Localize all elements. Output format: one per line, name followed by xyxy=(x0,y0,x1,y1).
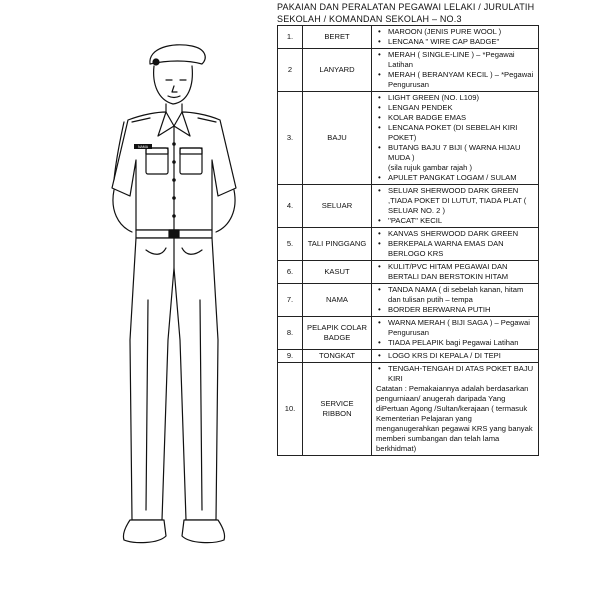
beret-drawing xyxy=(150,45,205,65)
belt-drawing xyxy=(136,230,212,238)
row-description xyxy=(372,317,539,350)
table-row xyxy=(278,284,539,317)
table-row xyxy=(278,363,539,456)
row-number: 6. xyxy=(278,261,303,284)
table-row xyxy=(278,185,539,228)
row-note: (sila rujuk gambar rajah ) xyxy=(388,163,472,172)
row-number: 7. xyxy=(278,284,303,317)
bullet-item: • MERAH ( SINGLE-LINE ) – *Pegawai Latihan xyxy=(388,50,536,70)
bullet-list xyxy=(374,93,536,163)
row-number: 5. xyxy=(278,228,303,261)
name-tag-drawing xyxy=(134,144,152,149)
row-number: 2 xyxy=(278,49,303,92)
row-number: 1. xyxy=(278,26,303,49)
bullet-item: • LOGO KRS DI KEPALA / DI TEPI xyxy=(388,351,536,361)
trousers-drawing xyxy=(130,238,218,520)
bullet-item: • LENCANA POKET (DI SEBELAH KIRI POKET) xyxy=(388,123,536,143)
row-item: SELUAR xyxy=(303,185,372,228)
table-row xyxy=(278,261,539,284)
table-row xyxy=(278,228,539,261)
bullet-item: • KANVAS SHERWOOD DARK GREEN xyxy=(388,229,536,239)
table-row xyxy=(278,49,539,92)
row-description xyxy=(372,284,539,317)
table-row xyxy=(278,26,539,49)
row-number: 4. xyxy=(278,185,303,228)
row-number: 8. xyxy=(278,317,303,350)
row-description xyxy=(372,26,539,49)
document-title: PAKAIAN DAN PERALATAN PEGAWAI LELAKI / JURULATIH SEKOLAH / KOMANDAN SEKOLAH – NO.3 xyxy=(277,2,535,24)
bullet-list xyxy=(374,186,536,226)
row-item: BAJU xyxy=(303,92,372,185)
bullet-list xyxy=(374,364,536,384)
row-item: PELAPIK COLAR BADGE xyxy=(303,317,372,350)
bullet-item: • BORDER BERWARNA PUTIH xyxy=(388,305,536,315)
head-drawing xyxy=(154,66,193,114)
bullet-item: • MERAH ( BERANYAM KECIL ) – *Pegawai Pengurusan xyxy=(388,70,536,90)
row-item: LANYARD xyxy=(303,49,372,92)
bullet-list xyxy=(374,318,536,348)
row-item: SERVICE RIBBON xyxy=(303,363,372,456)
bullet-item: • TENGAH-TENGAH DI ATAS POKET BAJU KIRI xyxy=(388,364,536,384)
bullet-item: • TANDA NAMA ( di sebelah kanan, hitam dan tulisan putih – tempa xyxy=(388,285,536,305)
bullet-item: • LENGAN PENDEK xyxy=(388,103,536,113)
bullet-list xyxy=(374,50,536,90)
bullet-item: • APULET PANGKAT LOGAM / SULAM xyxy=(388,173,536,183)
uniform-figure-illustration xyxy=(88,40,268,595)
name-tag-text: NAMA xyxy=(137,145,149,149)
bullet-item: • KULIT/PVC HITAM PEGAWAI DAN BERTALI DAN BERSTOKIN HITAM xyxy=(388,262,536,282)
row-description xyxy=(372,350,539,363)
uniform-spec-table xyxy=(277,25,539,456)
row-number: 3. xyxy=(278,92,303,185)
bullet-item: • SELUAR SHERWOOD DARK GREEN ,TIADA POKET DI LUTUT, TIADA PLAT ( SELUAR NO. 2 ) xyxy=(388,186,536,216)
bullet-item: • BERKEPALA WARNA EMAS DAN BERLOGO KRS xyxy=(388,239,536,259)
row-description xyxy=(372,261,539,284)
bullet-item: • ''PACAT'' KECIL xyxy=(388,216,536,226)
bullet-item: • LENCANA " WIRE CAP BADGE" xyxy=(388,37,536,47)
bullet-list xyxy=(374,351,536,361)
row-number: 9. xyxy=(278,350,303,363)
shirt-drawing xyxy=(112,112,236,230)
table-row xyxy=(278,317,539,350)
bullet-list xyxy=(374,173,536,183)
shoes-drawing xyxy=(123,520,224,543)
bullet-list xyxy=(374,285,536,315)
row-number: 10. xyxy=(278,363,303,456)
bullet-item: • TIADA PELAPIK bagi Pegawai Latihan xyxy=(388,338,536,348)
row-description xyxy=(372,92,539,185)
bullet-item: • MAROON (JENIS PURE WOOL ) xyxy=(388,27,536,37)
bullet-list xyxy=(374,262,536,282)
row-item: TONGKAT xyxy=(303,350,372,363)
row-description xyxy=(372,228,539,261)
bullet-item: • KOLAR BADGE EMAS xyxy=(388,113,536,123)
row-description xyxy=(372,363,539,456)
row-description xyxy=(372,49,539,92)
row-item: NAMA xyxy=(303,284,372,317)
row-item: KASUT xyxy=(303,261,372,284)
table-row xyxy=(278,92,539,185)
row-item: TALI PINGGANG xyxy=(303,228,372,261)
bullet-list xyxy=(374,229,536,259)
table-row xyxy=(278,350,539,363)
bullet-item: • WARNA MERAH ( BIJI SAGA ) – Pegawai Pengurusan xyxy=(388,318,536,338)
bullet-item: • BUTANG BAJU 7 BIJI ( WARNA HIJAU MUDA ) xyxy=(388,143,536,163)
row-description xyxy=(372,185,539,228)
bullet-item: • LIGHT GREEN (NO. L109) xyxy=(388,93,536,103)
row-remark: Catatan : Pemakaiannya adalah berdasarkan pengurniaan/ anugerah daripada Yang diPertuan Agong /Sultan/kerajaan ( termasuk Kementerian Pelajaran yang menganugerahkan pegawai KRS yang banyak memberi sumbangan dan telah lama berkhidmat) xyxy=(376,384,533,453)
bullet-list xyxy=(374,27,536,47)
row-item: BERET xyxy=(303,26,372,49)
